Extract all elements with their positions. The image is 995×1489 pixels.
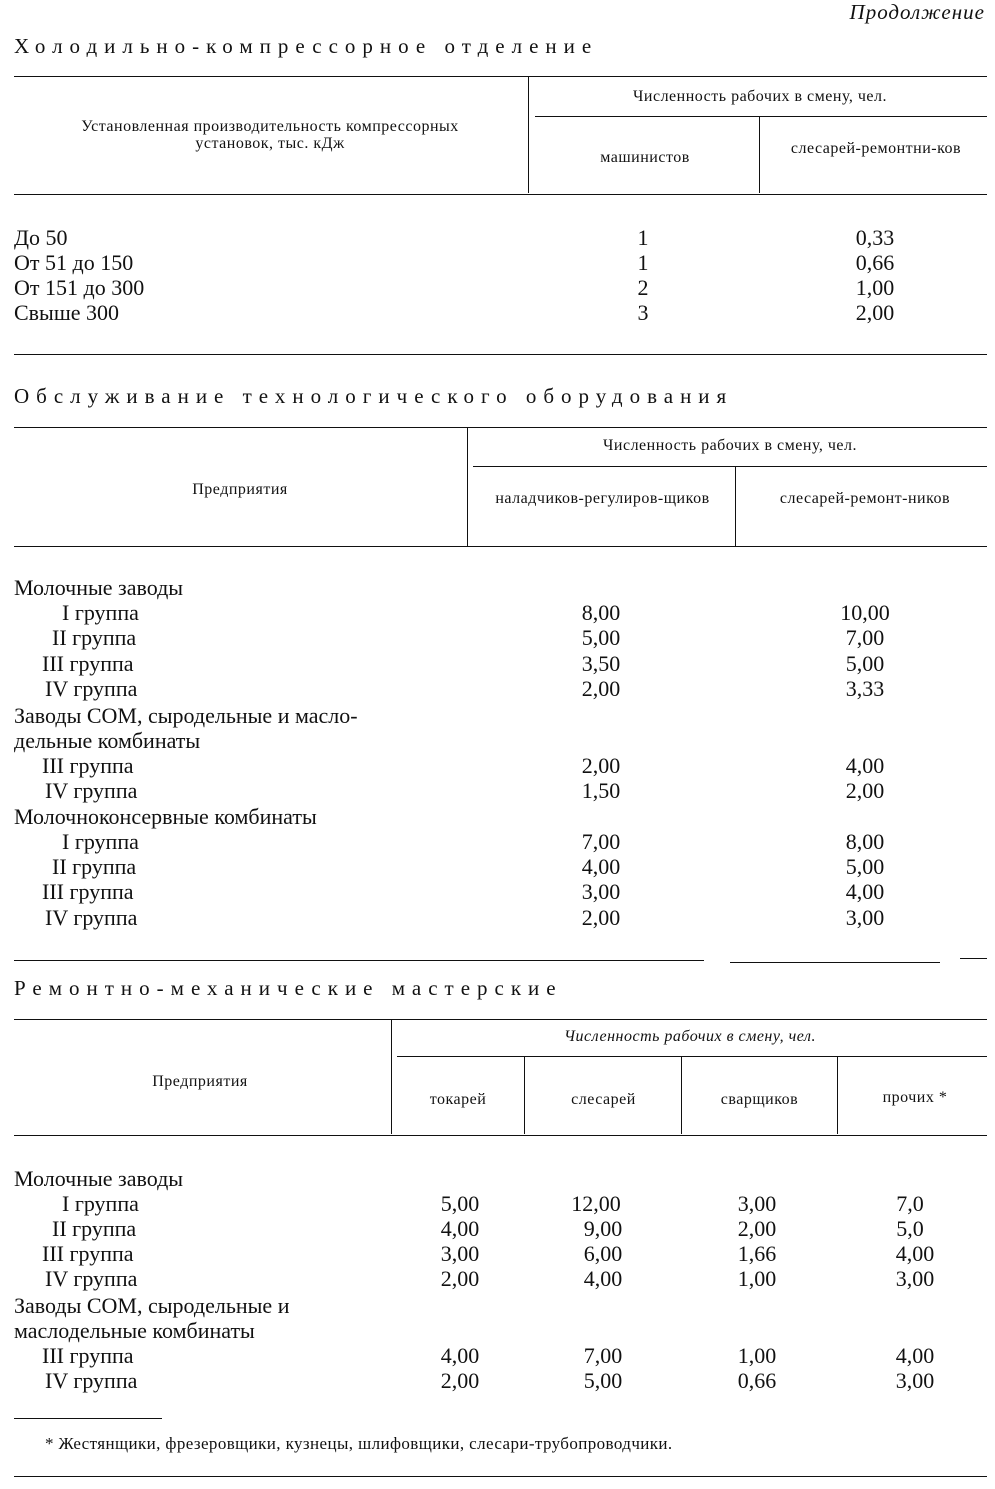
row-value: 2,00 [440, 1368, 480, 1393]
header-col-4: прочих * [882, 1089, 948, 1106]
section-title: Холодильно-компрессорное отделение [14, 34, 599, 58]
row-value: 3,00 [895, 1368, 935, 1393]
row-value: 1,00 [855, 275, 895, 300]
table-row [0, 778, 995, 803]
section-title: Ремонтно-механические мастерские [14, 976, 563, 1000]
row-value: 3,50 [581, 651, 621, 676]
row-label: I группа [62, 1191, 139, 1216]
row-label: II группа [52, 1216, 137, 1241]
row-value: 0,33 [855, 225, 895, 250]
row-label: IV группа [45, 778, 138, 803]
table-row [0, 1343, 995, 1368]
row-value: 3,00 [440, 1241, 480, 1266]
row-label: От 51 до 150 [14, 250, 134, 275]
row-value: 2,00 [855, 300, 895, 325]
row-value: 5,00 [440, 1191, 480, 1216]
row-value: 12,00 [571, 1191, 621, 1216]
row-label: III группа [42, 1241, 134, 1266]
row-value: 2,00 [581, 676, 621, 701]
row-label: От 151 до 300 [14, 275, 145, 300]
row-value: 0,66 [855, 250, 895, 275]
row-value: 7,0 [896, 1191, 924, 1216]
row-value: 4,00 [440, 1343, 480, 1368]
row-value: 8,00 [845, 829, 885, 854]
row-value: 3,33 [845, 676, 885, 701]
table-row [0, 275, 995, 300]
table-row [0, 1266, 995, 1291]
row-value: 5,00 [581, 625, 621, 650]
row-value: 5,00 [845, 854, 885, 879]
table-row [0, 1293, 995, 1318]
table-row [0, 600, 995, 625]
table-row [0, 575, 995, 600]
row-value: 3 [637, 300, 649, 325]
table-row [0, 753, 995, 778]
row-value: 4,00 [440, 1216, 480, 1241]
row-label: Заводы СОМ, сыродельные и [14, 1293, 290, 1318]
header-col-1: машинистов [600, 149, 690, 166]
row-label: III группа [42, 753, 134, 778]
row-label: дельные комбинаты [14, 728, 201, 753]
row-label: I группа [62, 600, 139, 625]
row-value: 0,66 [737, 1368, 777, 1393]
row-label: III группа [42, 879, 134, 904]
footnote-rule [14, 1418, 162, 1419]
table-row [0, 250, 995, 275]
row-value: 4,00 [895, 1343, 935, 1368]
row-value: 1 [637, 225, 649, 250]
row-value: 3,00 [737, 1191, 777, 1216]
table-row [0, 1166, 995, 1191]
header-col-1: наладчиков-регулиров-щиков [495, 490, 710, 507]
row-value: 5,0 [896, 1216, 924, 1241]
row-value: 8,00 [581, 600, 621, 625]
row-value: 1,00 [737, 1266, 777, 1291]
row-label: IV группа [45, 1266, 138, 1291]
row-label: I группа [62, 829, 139, 854]
row-value: 4,00 [581, 854, 621, 879]
header-first-col: Предприятия [152, 1073, 248, 1090]
table-row [0, 676, 995, 701]
header-first-col: Предприятия [192, 481, 288, 498]
table-row [0, 651, 995, 676]
row-value: 4,00 [895, 1241, 935, 1266]
row-value: 2,00 [581, 905, 621, 930]
row-label: II группа [52, 854, 137, 879]
row-value: 1,66 [737, 1241, 777, 1266]
row-value: 2,00 [737, 1216, 777, 1241]
row-value: 2,00 [440, 1266, 480, 1291]
table-row [0, 225, 995, 250]
row-value: 4,00 [845, 753, 885, 778]
row-value: 9,00 [583, 1216, 623, 1241]
header-group: Численность рабочих в смену, чел. [633, 88, 887, 105]
row-label: IV группа [45, 1368, 138, 1393]
header-col-2: слесарей-ремонтни-ков [790, 140, 962, 157]
row-value: 3,00 [845, 905, 885, 930]
footnote: * Жестянщики, фрезеровщики, кузнецы, шлифовщики, слесари-трубопроводчики. [45, 1434, 673, 1453]
row-label: Молочные заводы [14, 575, 184, 600]
row-value: 1,50 [581, 778, 621, 803]
row-label: III группа [42, 1343, 134, 1368]
row-label: Заводы СОМ, сыродельные и масло- [14, 703, 358, 728]
row-label: Свыше 300 [14, 300, 120, 325]
table-row [0, 1241, 995, 1266]
table-row [0, 1318, 995, 1343]
row-label: маслодельные комбинаты [14, 1318, 255, 1343]
row-value: 4,00 [845, 879, 885, 904]
header-col-1: токарей [429, 1091, 487, 1108]
table-row [0, 1368, 995, 1393]
table-row [0, 905, 995, 930]
row-value: 10,00 [840, 600, 890, 625]
row-value: 1 [637, 250, 649, 275]
row-label: IV группа [45, 905, 138, 930]
row-value: 6,00 [583, 1241, 623, 1266]
row-value: 7,00 [583, 1343, 623, 1368]
table-row [0, 1191, 995, 1216]
table-row [0, 879, 995, 904]
header-group: Численность рабочих в смену, чел. [603, 437, 857, 454]
table-row [0, 804, 995, 829]
table-row [0, 829, 995, 854]
header-first-col: Установленная производительность компрессорных установок, тыс. кДж [81, 118, 459, 152]
row-label: Молочные заводы [14, 1166, 184, 1191]
row-value: 5,00 [583, 1368, 623, 1393]
table-row [0, 1216, 995, 1241]
row-value: 3,00 [895, 1266, 935, 1291]
header-col-3: сварщиков [720, 1091, 799, 1108]
header-col-2: слесарей [571, 1091, 636, 1108]
row-value: 7,00 [581, 829, 621, 854]
row-value: 5,00 [845, 651, 885, 676]
table-row [0, 854, 995, 879]
table-row [0, 703, 995, 728]
section-title: Обслуживание технологического оборудования [14, 384, 734, 408]
header-col-2: слесарей-ремонт-ников [779, 490, 951, 507]
table-row [0, 728, 995, 753]
row-value: 1,00 [737, 1343, 777, 1368]
table-row [0, 625, 995, 650]
row-label: До 50 [14, 225, 68, 250]
row-value: 2,00 [581, 753, 621, 778]
row-value: 2,00 [845, 778, 885, 803]
header-group: Численность рабочих в смену, чел. [564, 1028, 816, 1045]
row-label: Молочноконсервные комбинаты [14, 804, 317, 829]
row-label: IV группа [45, 676, 138, 701]
row-label: II группа [52, 625, 137, 650]
row-label: III группа [42, 651, 134, 676]
table-row [0, 300, 995, 325]
continuation-label: Продолжение [849, 0, 985, 24]
row-value: 4,00 [583, 1266, 623, 1291]
row-value: 3,00 [581, 879, 621, 904]
row-value: 7,00 [845, 625, 885, 650]
row-value: 2 [637, 275, 649, 300]
